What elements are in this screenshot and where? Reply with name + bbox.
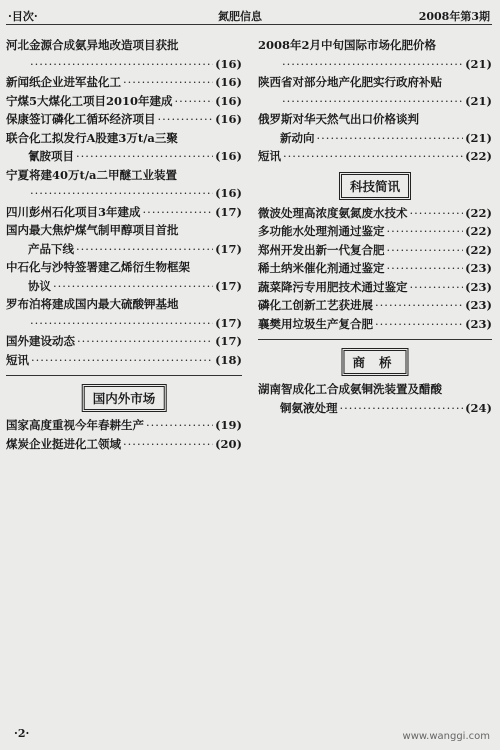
toc-entry-title: 中石化与沙特签署建乙烯衍生物框架 (6, 260, 190, 274)
section-heading (258, 166, 492, 204)
leader-dots (77, 332, 213, 351)
toc-entry-title: 稀土纳米催化剂通过鉴定 (258, 261, 385, 275)
toc-entry-line (258, 399, 492, 418)
section-title-tech: 科技简讯 (341, 174, 409, 198)
toc-entry-line (258, 92, 492, 111)
toc-entry-title: 微波处理高浓度氨氮废水技术 (258, 205, 408, 220)
toc-page-number: (22) (465, 205, 492, 220)
toc-entry-title: 蔬菜降污专用肥技术通过鉴定 (258, 279, 408, 294)
toc-entry-line (6, 92, 242, 111)
section-title-bridge: 商桥 (343, 350, 406, 374)
toc-page-number: (20) (215, 436, 242, 451)
toc-entry[interactable] (6, 166, 242, 203)
toc-page-number: (16) (215, 75, 242, 89)
leader-dots (340, 399, 464, 418)
toc-entry[interactable] (258, 259, 492, 278)
toc-entry[interactable] (6, 295, 242, 332)
left-section-divider (6, 375, 242, 376)
toc-page-number: (21) (465, 93, 492, 108)
header-issue: 2008年第3期 (418, 10, 490, 23)
toc-entry-title: 新闻纸企业进军盐化工 (6, 75, 121, 89)
leader-dots (410, 204, 464, 223)
page-number: ·2· (14, 727, 30, 740)
toc-entry[interactable] (6, 435, 242, 454)
toc-entry-title: 多功能水处理剂通过鉴定 (258, 224, 385, 238)
toc-entry-title: 2008年2月中旬国际市场化肥价格 (258, 38, 437, 52)
toc-entry[interactable] (258, 222, 492, 241)
toc-page-number: (16) (215, 56, 242, 71)
toc-entry[interactable] (6, 221, 242, 258)
toc-page-number: (23) (465, 298, 492, 312)
toc-page-number: (21) (465, 56, 492, 71)
section-title-market: 国内外市场 (84, 386, 165, 410)
toc-entry[interactable] (6, 416, 242, 435)
right-entries-bottom (258, 380, 492, 417)
toc-page-number: (17) (215, 334, 242, 348)
leader-dots (30, 184, 213, 203)
leader-dots (76, 240, 213, 259)
toc-page-number: (17) (215, 241, 242, 256)
leader-dots (143, 203, 214, 222)
toc-entry-title: 磷化工创新工艺获进展 (258, 298, 373, 312)
toc-entry[interactable] (258, 278, 492, 297)
toc-entry[interactable] (6, 332, 242, 351)
toc-entry[interactable] (6, 73, 242, 92)
leader-dots (375, 315, 463, 334)
toc-page-number: (23) (465, 261, 492, 275)
toc-entry-title: 河北金源合成氨异地改造项目获批 (6, 38, 179, 52)
leader-dots (282, 55, 463, 74)
toc-entry-title: 四川彭州石化项目3年建成 (6, 204, 141, 219)
toc-entry-title: 郑州开发出新一代复合肥 (258, 242, 385, 257)
toc-entry-title-cont: 新动向 (280, 130, 315, 145)
toc-entry[interactable] (258, 315, 492, 334)
toc-entry-line (258, 222, 492, 241)
toc-entry-title: 国内最大焦炉煤气制甲醇项目首批 (6, 223, 179, 237)
page-header (8, 6, 490, 22)
toc-entry-line (258, 278, 492, 297)
toc-entry-title: 国外建设动态 (6, 334, 75, 348)
toc-entry-line (258, 55, 492, 74)
toc-entry-title-cont: 氰胺项目 (28, 149, 74, 163)
right-entries-top (258, 36, 492, 166)
toc-entry-title: 短讯 (258, 149, 281, 163)
leader-dots (158, 110, 214, 129)
left-entries-top (6, 36, 242, 369)
toc-page-number: (22) (465, 242, 492, 257)
toc-entry-title: 湖南智成化工合成氨铜洗装置及醋酸 (258, 382, 442, 396)
toc-entry-line (6, 55, 242, 74)
leader-dots (146, 416, 213, 435)
leader-dots (123, 73, 213, 92)
toc-entry[interactable] (258, 241, 492, 260)
toc-page-number: (19) (215, 418, 242, 432)
toc-entry-line (258, 129, 492, 148)
toc-entry-title: 陕西省对部分地产化肥实行政府补贴 (258, 75, 442, 89)
leader-dots (76, 147, 213, 166)
toc-entry-line (6, 240, 242, 259)
toc-page-number: (23) (465, 316, 492, 331)
toc-entry-line (6, 435, 242, 454)
toc-entry-line (258, 204, 492, 223)
header-section-label: ·目次· (8, 10, 38, 23)
leader-dots (387, 259, 464, 278)
left-column (6, 36, 242, 453)
toc-entry[interactable] (258, 380, 492, 417)
leader-dots (375, 296, 463, 315)
toc-entry-title: 罗布泊将建成国内最大硫酸钾基地 (6, 297, 179, 311)
toc-entry-title: 俄罗斯对华天然气出口价格谈判 (258, 112, 419, 126)
toc-page-number: (16) (215, 186, 242, 200)
leader-dots (30, 55, 213, 74)
leader-dots (283, 147, 463, 166)
toc-page-number: (17) (215, 204, 242, 219)
toc-page-number: (24) (465, 400, 492, 415)
toc-entry-line (6, 73, 242, 92)
toc-entry[interactable] (6, 129, 242, 166)
toc-entry[interactable] (6, 351, 242, 370)
leader-dots (175, 92, 214, 111)
toc-entry-title: 联合化工拟发行A股建3万t/a三聚 (6, 130, 178, 145)
leader-dots (410, 278, 464, 297)
toc-entry-title: 保康签订磷化工循环经济项目 (6, 112, 156, 126)
watermark: www.wanggi.com (402, 731, 490, 742)
leader-dots (317, 129, 464, 148)
toc-page-number: (17) (215, 278, 242, 293)
toc-entry-line (258, 259, 492, 278)
toc-entry-line (6, 332, 242, 351)
header-rule (6, 24, 492, 25)
leader-dots (53, 277, 213, 296)
toc-entry[interactable] (258, 36, 492, 73)
toc-entry-title-cont: 产品下线 (28, 241, 74, 256)
toc-page-number: (16) (215, 149, 242, 163)
toc-entry[interactable] (6, 203, 242, 222)
toc-entry-title: 襄樊用垃圾生产复合肥 (258, 316, 373, 331)
toc-entry-title: 短讯 (6, 352, 29, 367)
toc-entry-line (6, 147, 242, 166)
toc-entry-line (258, 147, 492, 166)
leader-dots (123, 435, 213, 454)
section-heading (258, 342, 492, 380)
toc-page-number: (16) (215, 93, 242, 108)
leader-dots (31, 351, 213, 370)
toc-entry-line (258, 296, 492, 315)
toc-entry-line (6, 277, 242, 296)
toc-entry[interactable] (258, 73, 492, 110)
toc-page-number: (17) (215, 315, 242, 330)
toc-entry-line (6, 351, 242, 370)
right-entries-mid (258, 204, 492, 334)
toc-page-number: (22) (465, 224, 492, 238)
toc-entry-title: 国家高度重视今年春耕生产 (6, 418, 144, 432)
header-journal-name: 氮肥信息 (218, 10, 262, 23)
leader-dots (30, 314, 213, 333)
leader-dots (387, 222, 464, 241)
toc-entry-line (6, 314, 242, 333)
toc-page-number: (22) (465, 149, 492, 163)
toc-entry[interactable] (258, 296, 492, 315)
toc-entry-line (6, 416, 242, 435)
leader-dots (387, 241, 464, 260)
toc-page-number: (21) (465, 130, 492, 145)
toc-entry-title: 宁煤5大煤化工项目2010年建成 (6, 93, 173, 108)
toc-entry[interactable] (6, 92, 242, 111)
toc-entry[interactable] (6, 110, 242, 129)
toc-entry-line (6, 110, 242, 129)
leader-dots (282, 92, 463, 111)
toc-entry[interactable] (258, 147, 492, 166)
toc-page-number: (23) (465, 279, 492, 294)
toc-entry-line (6, 203, 242, 222)
toc-entry[interactable] (258, 204, 492, 223)
section-heading (6, 378, 242, 416)
toc-entry-title-cont: 协议 (28, 278, 51, 293)
toc-entry-line (258, 241, 492, 260)
toc-page-number: (16) (215, 112, 242, 126)
toc-entry[interactable] (6, 258, 242, 295)
toc-entry-title: 宁夏将建40万t/a二甲醚工业装置 (6, 167, 177, 182)
toc-entry[interactable] (6, 36, 242, 73)
toc-entry-title: 煤炭企业挺进化工领域 (6, 436, 121, 451)
toc-entry[interactable] (258, 110, 492, 147)
toc-entry-line (258, 315, 492, 334)
right-column (258, 36, 492, 417)
toc-page-number: (18) (215, 352, 242, 367)
right-section-divider (258, 339, 492, 340)
toc-entry-line (6, 184, 242, 203)
toc-entry-title-cont: 铜氨液处理 (280, 400, 338, 415)
left-entries-bottom (6, 416, 242, 453)
